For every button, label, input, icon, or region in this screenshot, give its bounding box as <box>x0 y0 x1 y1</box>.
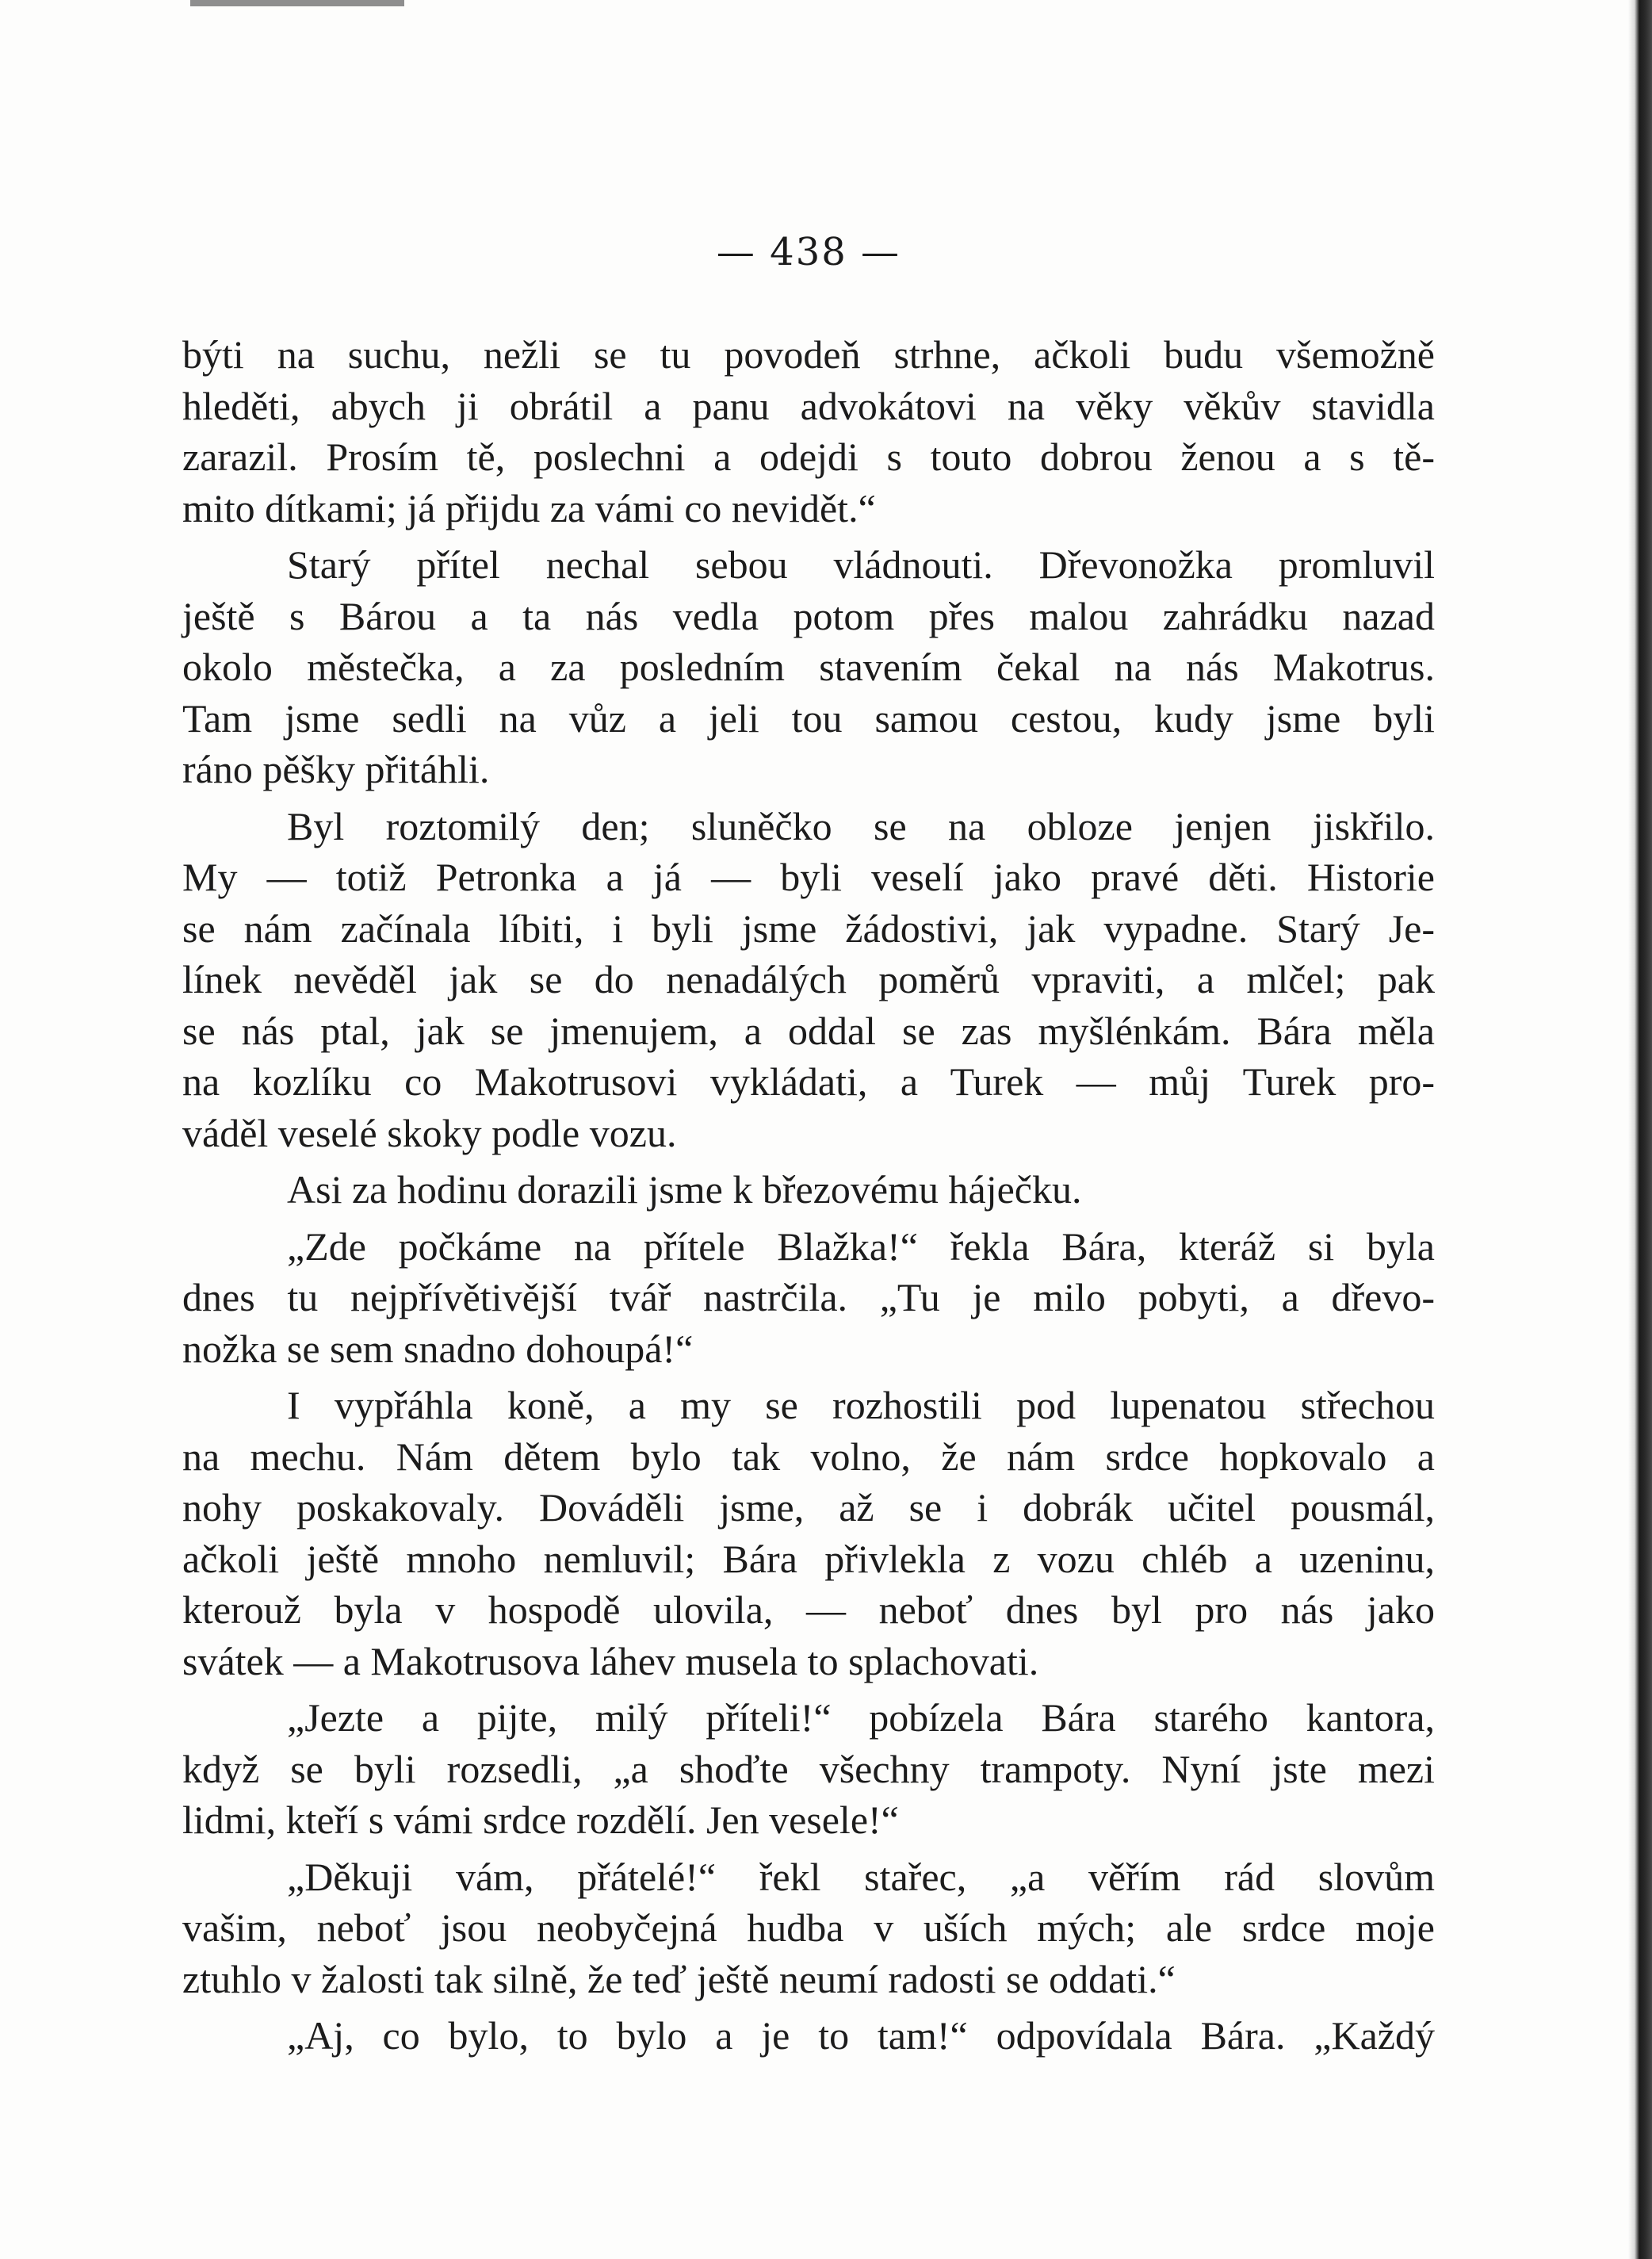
text-line: vašim, neboť jsou neobyčejná hudba v uších mých; ale srdce moje <box>182 1905 1435 1950</box>
paragraph <box>182 1851 1435 2005</box>
text-line: Starý přítel nechal sebou vládnouti. Dřevonožka promluvil <box>287 542 1435 587</box>
text-line: býti na suchu, nežli se tu povodeň strhne, ačkoli budu všemožně <box>182 332 1435 377</box>
text-line: ztuhlo v žalosti tak silně, že teď ještě neumí radosti se oddati.“ <box>182 1956 1176 2001</box>
text-line: se nám začínala líbiti, i byli jsme žádostivi, jak vypadne. Starý Je- <box>182 906 1435 951</box>
text-line: ještě s Bárou a ta nás vedla potom přes malou zahrádku nazad <box>182 593 1435 638</box>
text-line: okolo městečka, a za posledním stavením čekal na nás Makotrus. <box>182 645 1435 689</box>
text-line: „Děkuji vám, přátelé!“ řekl stařec, „a věřím rád slovům <box>287 1854 1435 1899</box>
text-line: ačkoli ještě mnoho nemluvil; Bára přivlekla z vozu chléb a uzeninu, <box>182 1536 1435 1581</box>
paragraph <box>182 2010 1435 2062</box>
text-line: se nás ptal, jak se jmenujem, a oddal se zas myšlénkám. Bára měla <box>182 1008 1435 1053</box>
paragraph <box>182 539 1435 795</box>
text-line: mito dítkami; já přijdu za vámi co nevidět.“ <box>182 485 876 530</box>
text-line: nohy poskakovaly. Dováděli jsme, až se i dobrák učitel pousmál, <box>182 1485 1435 1530</box>
text-line: váděl veselé skoky podle vozu. <box>182 1110 677 1155</box>
text-line: línek nevěděl jak se do nenadálých poměrů vpraviti, a mlčel; pak <box>182 957 1435 1001</box>
text-line: I vypřáhla koně, a my se rozhostili pod lupenatou střechou <box>287 1383 1435 1427</box>
page-number: — 438 — <box>716 230 901 274</box>
text-line: Tam jsme sedli na vůz a jeli tou samou cestou, kudy jsme byli <box>182 695 1435 741</box>
text-line: „Aj, co bylo, to bylo a je to tam!“ odpovídala Bára. „Každý <box>287 2013 1435 2058</box>
text-line: ráno pěšky přitáhli. <box>182 747 490 791</box>
text-line: dnes tu nejpřívětivější tvář nastrčila. „Tu je milo pobyti, a dřevo- <box>182 1275 1435 1319</box>
text-line: na mechu. Nám dětem bylo tak volno, že nám srdce hopkovalo a <box>182 1434 1435 1479</box>
scan-smudge <box>190 0 404 6</box>
paragraph <box>182 1164 1435 1216</box>
paragraph <box>182 801 1435 1159</box>
text-line: lidmi, kteří s vámi srdce rozdělí. Jen vesele!“ <box>182 1798 899 1842</box>
text-line: Asi za hodinu dorazili jsme k březovému háječku. <box>287 1167 1082 1212</box>
text-line: nožka se sem snadno dohoupá!“ <box>182 1326 694 1371</box>
text-line: Byl roztomilý den; sluněčko se na obloze jenjen jiskřilo. <box>287 803 1435 848</box>
paragraph <box>182 1380 1435 1687</box>
page-binding-edge <box>1628 0 1652 2259</box>
text-line: My — totiž Petronka a já — byli veselí jako pravé děti. Historie <box>182 855 1435 899</box>
text-line: svátek — a Makotrusova láhev musela to splachovati. <box>182 1638 1039 1683</box>
paragraph <box>182 1692 1435 1846</box>
text-line: na kozlíku co Makotrusovi vykládati, a Turek — můj Turek pro- <box>182 1059 1435 1104</box>
text-line: když se byli rozsedli, „a shoďte všechny trampoty. Nyní jste mezi <box>182 1746 1435 1791</box>
text-line: hleděti, abych ji obrátil a panu advokátovi na věky věkův stavidla <box>182 383 1435 428</box>
text-line: zarazil. Prosím tě, poslechni a odejdi s touto dobrou ženou a s tě- <box>182 435 1435 479</box>
text-line: „Zde počkáme na přítele Blažka!“ řekla Bára, kteráž si byla <box>287 1223 1435 1269</box>
paragraph <box>182 329 1435 534</box>
text-line: kterouž byla v hospodě ulovila, — neboť dnes byl pro nás jako <box>182 1587 1435 1632</box>
body-text <box>182 329 1435 2067</box>
text-line: „Jezte a pijte, milý příteli!“ pobízela Bára starého kantora, <box>287 1695 1435 1740</box>
paragraph <box>182 1221 1435 1375</box>
